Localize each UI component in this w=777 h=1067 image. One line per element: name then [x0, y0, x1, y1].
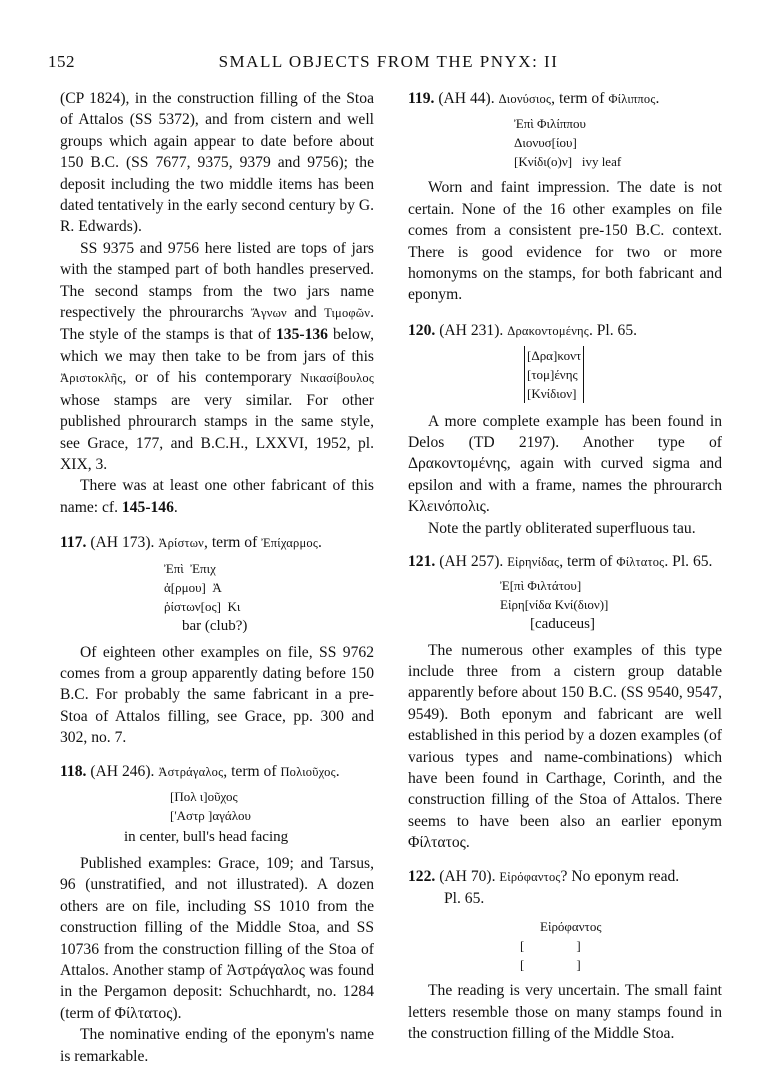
entry-heading: 120. (AH 231). Δρακοντομένης. Pl. 65. [408, 321, 638, 339]
paragraph: The numerous other examples of this type include three from a cistern group datable apparently before about 150 B.C. (SS 9540, 9547, 9549). Both eponym and fabricant are well established in this period by a dozen examples (of various types and name-combinations) which have been found in Carthage, Corinth, and the construction filling of the Stoa of Attalos. There seems to have been also an earlier eponym Φίλτατος. [408, 641, 722, 852]
entry-heading: 121. (AH 257). Εἰρηνίδας, term of Φίλτατος. Pl. 65. [408, 553, 713, 571]
paragraph: The nominative ending of the eponym's name is remarkable. [60, 1026, 374, 1065]
page-header [48, 52, 729, 76]
catalog-entry-117 [60, 532, 374, 748]
stamp-caption: in center, bull's head facing [124, 828, 289, 845]
paragraph: Of eighteen other examples on file, SS 9762 comes from a group apparently dating before 150 B.C. For probably the same fabricant in a pre-Stoa of Attalos filling, see Grace, pp. 300 and 302, no. 7. [60, 643, 374, 747]
plate-ref: Pl. 65. [444, 889, 485, 907]
paragraph: There was at least one other fabricant of this name: cf. 145-146. [60, 477, 374, 516]
entry-heading: 122. (AH 70). Εἰρόφαντος? No eponym read. [408, 867, 680, 885]
catalog-entry-120 [408, 320, 722, 539]
catalog-entry-121 [408, 551, 722, 853]
catalog-entry-119 [408, 88, 722, 306]
entry-heading: 119. (AH 44). Διονύσιος, term of Φίλιππος. [408, 90, 660, 107]
stamp-transcription: [Πολ ι]οῦχος ['Αστρ ]αγάλου [170, 788, 251, 823]
stamp-transcription-framed [408, 346, 722, 404]
stamp-frame: [Δρα]κοντ [τομ]ένης [Κνίδιον] [524, 346, 584, 403]
paragraph: Worn and faint impression. The date is not certain. None of the 16 other examples on file comes from a consistent pre-150 B.C. context. There is good evidence for two or more homonyms on the stamps, for both fabricant and eponym. [408, 179, 722, 304]
right-column [408, 88, 722, 1045]
running-title: SMALL OBJECTS FROM THE PNYX: II [218, 52, 559, 71]
paragraph: Note the partly obliterated superfluous tau. [428, 519, 696, 537]
catalog-entry-122 [408, 866, 722, 1045]
stamp-transcription: Ἐ[πὶ Φιλτάτου] Εἰρη[νίδα Κνί(διον)] [caduceus] [500, 577, 609, 632]
paragraph: SS 9375 and 9756 here listed are tops of jars with the stamped part of both handles preserved. The second stamps from the two jars name respectively the phrourarchs Ἄγνων and Τιμοφῶν. The style of the stamps is that of 135-136 below, which we may then take to be from jars of this Ἀριστοκλῆς, or of his contemporary Νικασίβουλος whose stamps are very similar. For other published phrourarch stamps in the same style, see Grace, 177, and B.C.H., LXXVI, 1952, pl. XIX, 3. [60, 239, 374, 473]
paragraph: Published examples: Grace, 109; and Tarsus, 96 (unstratified, and not illustrated). A dozen others are on file, including SS 1010 from the construction filling of the Middle Stoa, and SS 10736 from the construction filling of the Stoa of Attalos. Another stamp of Ἀστράγαλος was found in the Pergamon deposit: Schuchhardt, no. 1284 (term of Φίλτατος). [60, 854, 374, 1022]
stamp-transcription: Εἰρόφαντος [ ] [ ] [520, 919, 602, 973]
paragraph: The reading is very uncertain. The small faint letters resemble those on many stamps found in the construction filling of the Middle Stoa. [408, 982, 722, 1043]
paragraph: (CP 1824), in the construction filling of the Stoa of Attalos (SS 5372), and from cistern and well groups which again appear to date before about 150 B.C. (SS 7677, 9375, 9379 and 9756); the deposit including the two middle items has been dated tentatively in the early second century by G. R. Edwards). [60, 90, 374, 236]
catalog-entry-118 [60, 761, 374, 1067]
left-column [60, 88, 374, 1067]
stamp-transcription: Ἐπὶ Ἐπιχ ἀ[ρμου] Ἀ ῥίστων[ος] Κι bar (club?) [164, 560, 248, 634]
paragraph: A more complete example has been found in Delos (TD 2197). Another type of Δρακοντομένης, again with curved sigma and epsilon and with a frame, names the phrourarch Κλεινόπολις. [408, 412, 722, 516]
page-number: 152 [48, 52, 75, 71]
entry-heading: 118. (AH 246). Ἀστράγαλος, term of Πολιοῦχος. [60, 762, 340, 780]
entry-heading: 117. (AH 173). Ἀρίστων, term of Ἐπίχαρμος. [60, 534, 322, 552]
stamp-transcription: Ἐπὶ Φιλίππου Διονυσ[ίου] [Κνίδι(ο)ν] ivy leaf [514, 116, 622, 170]
